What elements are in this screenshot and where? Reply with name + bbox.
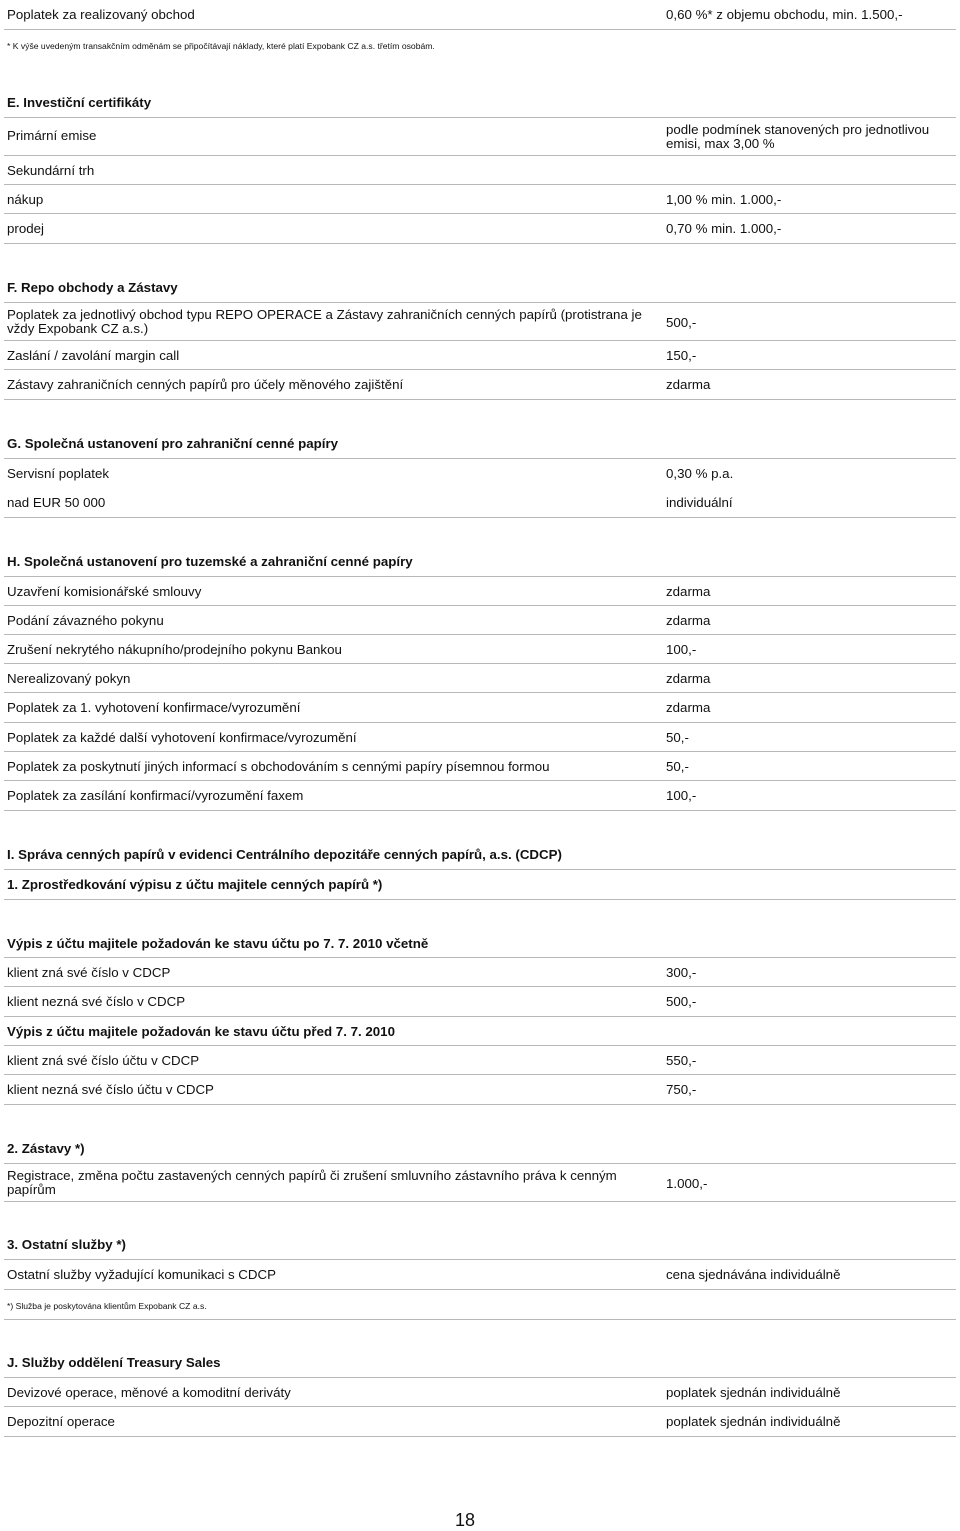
section-heading: E. Investiční certifikáty <box>7 95 152 110</box>
fee-label: Registrace, změna počtu zastavených cenných papírů či zrušení smluvního zástavního práva k cenným papírům <box>7 1168 617 1197</box>
fee-value: 1,00 % min. 1.000,- <box>666 192 782 207</box>
fee-row <box>4 30 956 60</box>
fee-row <box>4 370 956 400</box>
fee-label: Poplatek za poskytnutí jiných informací s obchodováním s cennými papíry písemnou formou <box>7 759 550 774</box>
fee-value: 100,- <box>666 642 697 657</box>
fee-value: zdarma <box>666 377 711 392</box>
fee-label: prodej <box>7 221 44 236</box>
fee-row <box>4 303 956 341</box>
section-heading-row <box>4 1230 956 1260</box>
section-heading-row <box>4 88 956 118</box>
fee-value: 550,- <box>666 1053 697 1068</box>
fee-row <box>4 1260 956 1290</box>
fee-row <box>4 606 956 635</box>
fee-row <box>4 693 956 723</box>
section-heading: Výpis z účtu majitele požadován ke stavu účtu po 7. 7. 2010 včetně <box>7 936 429 951</box>
fee-value: 500,- <box>666 994 697 1009</box>
fee-row <box>4 185 956 214</box>
section-heading-row <box>4 1017 956 1046</box>
fee-value: 0,60 %* z objemu obchodu, min. 1.500,- <box>666 7 903 22</box>
fee-row <box>4 341 956 370</box>
fee-row <box>4 577 956 606</box>
fee-label: * K výše uvedeným transakčním odměnám se připočítávají náklady, které platí Expobank CZ a.s. třetím osobám. <box>7 41 435 51</box>
fee-row <box>4 0 956 30</box>
section-heading-row <box>4 870 956 900</box>
fee-label: Poplatek za realizovaný obchod <box>7 7 195 22</box>
fee-row <box>4 459 956 488</box>
fee-row <box>4 1378 956 1407</box>
section-heading-row <box>4 840 956 870</box>
fee-row <box>4 635 956 664</box>
section-heading-row <box>4 429 956 459</box>
fee-value: zdarma <box>666 671 711 686</box>
section-heading: 1. Zprostředkování výpisu z účtu majitele cenných papírů *) <box>7 877 383 892</box>
fee-row <box>4 987 956 1017</box>
fee-value: zdarma <box>666 700 711 715</box>
fee-value: 750,- <box>666 1082 697 1097</box>
section-heading: H. Společná ustanovení pro tuzemské a zahraniční cenné papíry <box>7 554 413 569</box>
fee-label: Podání závazného pokynu <box>7 613 164 628</box>
fee-value: 50,- <box>666 759 689 774</box>
section-heading: 2. Zástavy *) <box>7 1141 85 1156</box>
section-heading: 3. Ostatní služby *) <box>7 1237 126 1252</box>
section-heading-row <box>4 547 956 577</box>
fee-value: 150,- <box>666 348 697 363</box>
fee-row <box>4 1290 956 1320</box>
fee-row <box>4 958 956 987</box>
fee-label: klient nezná své číslo v CDCP <box>7 994 186 1009</box>
fee-row <box>4 752 956 781</box>
fee-value: podle podmínek stanovených pro jednotlivou emisi, max 3,00 % <box>666 122 930 151</box>
section-heading: Výpis z účtu majitele požadován ke stavu účtu před 7. 7. 2010 <box>7 1024 395 1039</box>
fee-value: poplatek sjednán individuálně <box>666 1414 841 1429</box>
fee-label: Ostatní služby vyžadující komunikaci s CDCP <box>7 1267 276 1282</box>
fee-label: nákup <box>7 192 44 207</box>
fee-label: Servisní poplatek <box>7 466 109 481</box>
fee-row <box>4 1046 956 1075</box>
section-heading-row <box>4 1134 956 1164</box>
fee-label: Zrušení nekrytého nákupního/prodejního pokynu Bankou <box>7 642 342 657</box>
fee-row <box>4 488 956 518</box>
fee-label: klient nezná své číslo účtu v CDCP <box>7 1082 214 1097</box>
fee-value: 50,- <box>666 730 689 745</box>
fee-label: Poplatek za 1. vyhotovení konfirmace/vyrozumění <box>7 700 301 715</box>
fee-value: 0,30 % p.a. <box>666 466 734 481</box>
fee-value: poplatek sjednán individuálně <box>666 1385 841 1400</box>
fee-label: Zaslání / zavolání margin call <box>7 348 180 363</box>
fee-label: nad EUR 50 000 <box>7 495 106 510</box>
fee-row <box>4 1164 956 1202</box>
section-heading-row <box>4 929 956 958</box>
fee-label: Nerealizovaný pokyn <box>7 671 131 686</box>
fee-value: 100,- <box>666 788 697 803</box>
fee-value: 500,- <box>666 315 697 330</box>
section-heading-row <box>4 1348 956 1378</box>
fee-label: klient zná své číslo v CDCP <box>7 965 171 980</box>
fee-row <box>4 1075 956 1105</box>
page-number: 18 <box>454 1510 476 1530</box>
fee-label: Poplatek za jednotlivý obchod typu REPO OPERACE a Zástavy zahraničních cenných papírů (protistrana je vždy Expobank CZ a.s.) <box>7 307 642 336</box>
fee-label: Sekundární trh <box>7 163 95 178</box>
fee-value: 0,70 % min. 1.000,- <box>666 221 782 236</box>
fee-row <box>4 781 956 811</box>
fee-label: Primární emise <box>7 128 97 143</box>
fee-label: Uzavření komisionářské smlouvy <box>7 584 202 599</box>
fee-row <box>4 664 956 693</box>
fee-label: Devizové operace, měnové a komoditní deriváty <box>7 1385 291 1400</box>
fee-label: Poplatek za každé další vyhotovení konfirmace/vyrozumění <box>7 730 357 745</box>
fee-row <box>4 118 956 156</box>
fee-label: Zástavy zahraničních cenných papírů pro účely měnového zajištění <box>7 377 404 392</box>
section-heading: G. Společná ustanovení pro zahraniční cenné papíry <box>7 436 339 451</box>
section-heading-row <box>4 273 956 303</box>
fee-value: 300,- <box>666 965 697 980</box>
fee-value: individuální <box>666 495 733 510</box>
fee-row <box>4 1407 956 1437</box>
fee-value: zdarma <box>666 584 711 599</box>
fee-label: *) Služba je poskytována klientům Expobank CZ a.s. <box>7 1301 207 1311</box>
fee-value: zdarma <box>666 613 711 628</box>
section-heading: I. Správa cenných papírů v evidenci Centrálního depozitáře cenných papírů, a.s. (CDCP) <box>7 847 562 862</box>
section-heading: J. Služby oddělení Treasury Sales <box>7 1355 221 1370</box>
fee-value: cena sjednávána individuálně <box>666 1267 841 1282</box>
fee-label: klient zná své číslo účtu v CDCP <box>7 1053 200 1068</box>
fee-value: 1.000,- <box>666 1176 708 1191</box>
fee-label: Poplatek za zasílání konfirmací/vyrozumění faxem <box>7 788 304 803</box>
section-heading: F. Repo obchody a Zástavy <box>7 280 178 295</box>
fee-row <box>4 156 956 185</box>
fee-label: Depozitní operace <box>7 1414 115 1429</box>
fee-row <box>4 723 956 752</box>
fee-row <box>4 214 956 244</box>
